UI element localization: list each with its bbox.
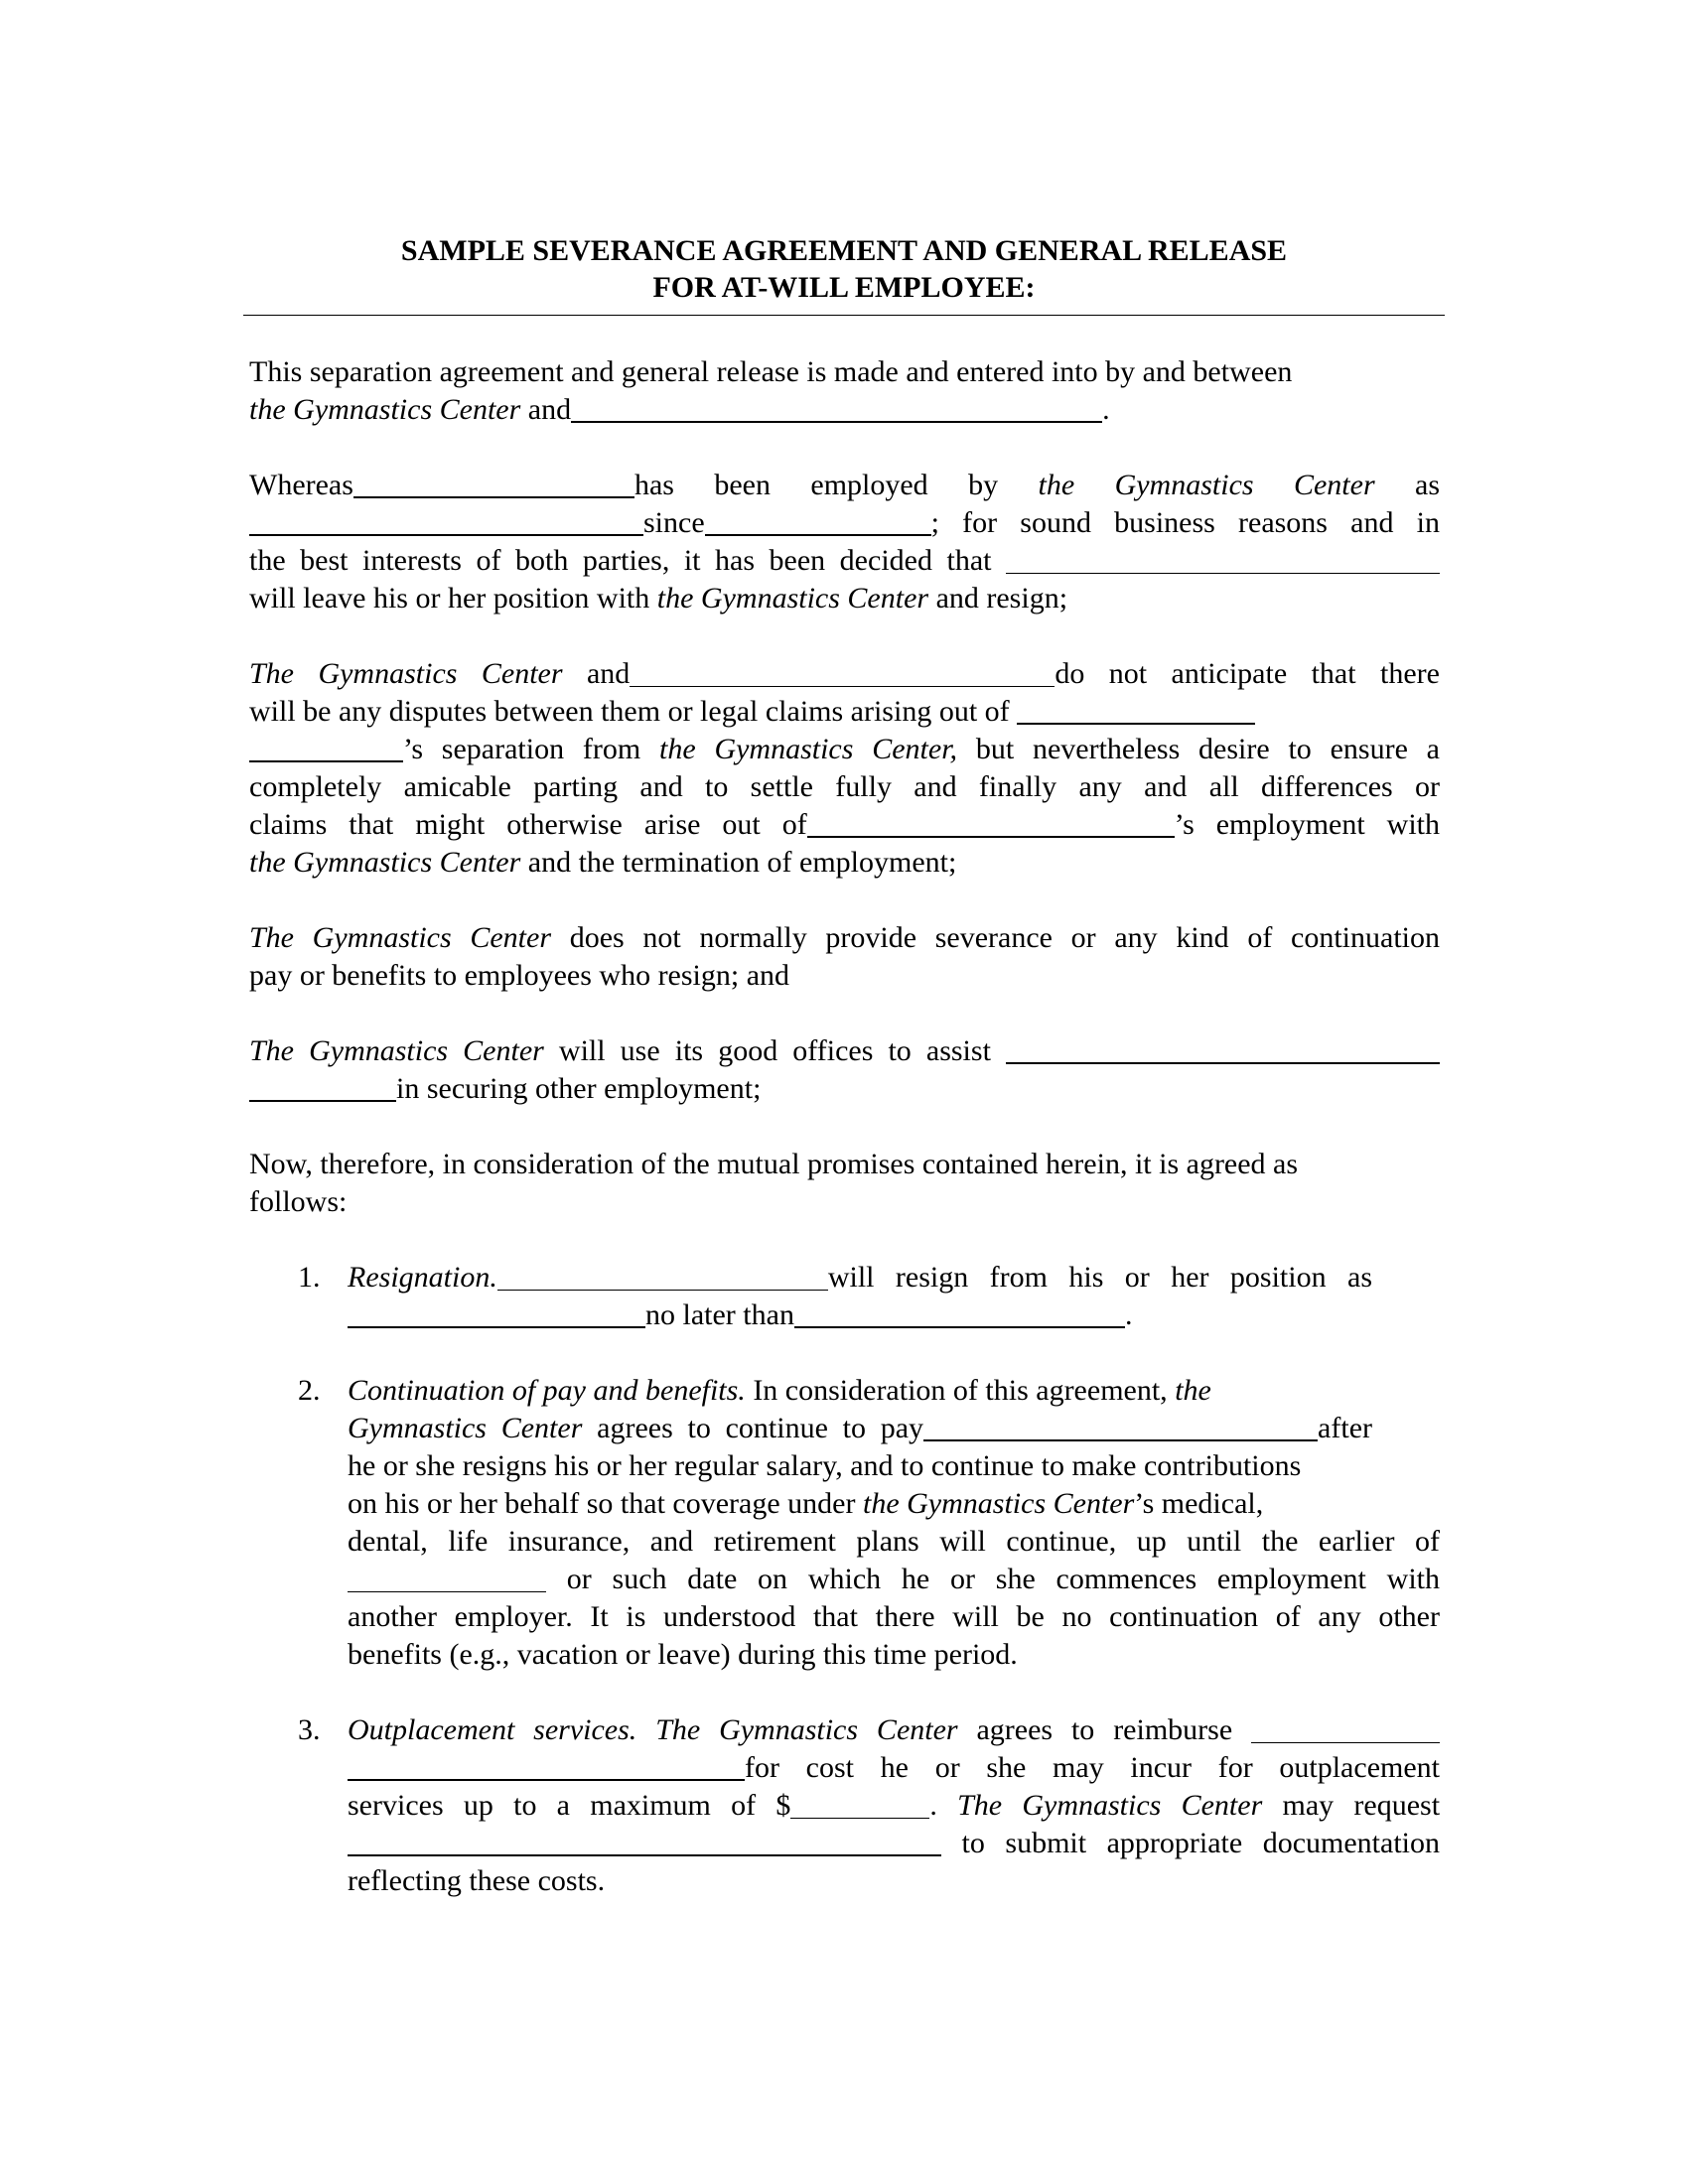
position-blank-2[interactable]: [348, 1297, 645, 1328]
employee-name-blank-5[interactable]: [807, 806, 1175, 838]
employee-name-blank-2[interactable]: [1006, 543, 1440, 574]
start-date-blank[interactable]: [705, 504, 931, 536]
intro-line-1: This separation agreement and general release is made and entered into by and between: [249, 355, 1293, 388]
term-outplacement: 3. Outplacement services. The Gymnastics Center agrees to reimburse for cost he or she may incur for outplacement services up to a maximum of $ . The Gymnastics Center may request to submit appropriate documentation reflecting these costs.: [298, 1713, 1441, 1897]
whereas-paragraph: Whereas has been employed by the Gymnastics Center as since ; for sound business reasons and in the best interests of both parties, it has been decided that will leave his or her position with the Gymnastics Center and resign;: [249, 469, 1441, 614]
max-amount-blank[interactable]: [790, 1788, 929, 1819]
party-name-blank[interactable]: [571, 391, 1102, 423]
term-continuation: 2. Continuation of pay and benefits. In consideration of this agreement, the Gymnastics Center agrees to continue to pay after he or she resigns his or her regular salary, and to continue to make contributions on his or her behalf so that coverage under the Gymnastics Center’s medical, dental, life insurance, and retirement plans will continue, up until the earlier of or such date on which he or she commences employment with another employer. It is understood that there will be no continuation of any other benefits (e.g., vacation or leave) during this time period.: [298, 1374, 1440, 1671]
employee-name-blank-9[interactable]: [348, 1825, 941, 1856]
employee-name-blank-6a[interactable]: [1006, 1032, 1440, 1064]
pay-duration-blank[interactable]: [923, 1410, 1318, 1441]
employee-name-blank-4a[interactable]: [1017, 693, 1255, 725]
term-resignation: 1. Resignation. will resign from his or her position as no later than .: [298, 1261, 1372, 1331]
document-title: [243, 232, 1445, 306]
assist-paragraph: The Gymnastics Center will use its good offices to assist in securing other employment;: [249, 1032, 1440, 1108]
intro-paragraph: This separation agreement and general release is made and entered into by and between the Gymnastics Center and .: [249, 353, 1440, 429]
term-heading: Resignation: [348, 1261, 491, 1294]
disputes-paragraph: The Gymnastics Center and do not anticipate that there will be any disputes between them or legal claims arising out of ’s separation from the Gymnastics Center, but nevertheless desire to ensure a completely amicable parting and to settle fully and finally any and all differences or claims that might otherwise arise out of ’s employment with the Gymnastics Center and the termination of employment;: [249, 657, 1440, 879]
employee-name-blank-3[interactable]: [630, 656, 1055, 687]
terms-list: [249, 1259, 1440, 1900]
resignation-date-blank[interactable]: [794, 1297, 1125, 1328]
employee-name-blank-8a[interactable]: [1251, 1712, 1440, 1743]
title-line-1: SAMPLE SEVERANCE AGREEMENT AND GENERAL RELEASE: [400, 234, 1288, 267]
term-heading: Outplacement services.: [348, 1713, 637, 1746]
employee-name-blank-8b[interactable]: [348, 1749, 745, 1781]
employee-name-blank-6b[interactable]: [249, 1070, 396, 1102]
severance-paragraph: The Gymnastics Center does not normally provide severance or any kind of continuation pay or benefits to employees who resign; and: [249, 921, 1440, 992]
title-divider: [243, 315, 1445, 316]
end-date-blank[interactable]: [348, 1562, 546, 1592]
employee-name-blank[interactable]: [353, 467, 634, 498]
document-body: [249, 353, 1440, 1938]
term-number: 1.: [298, 1261, 321, 1294]
term-heading: Continuation of pay and benefits.: [348, 1374, 746, 1407]
title-line-2: FOR AT-WILL EMPLOYEE:: [652, 271, 1036, 304]
consideration-paragraph: Now, therefore, in consideration of the mutual promises contained herein, it is agreed as follows:: [249, 1148, 1299, 1218]
org-name: the Gymnastics Center: [249, 393, 521, 426]
employee-name-blank-7[interactable]: [497, 1260, 828, 1291]
term-number: 2.: [298, 1374, 321, 1407]
term-number: 3.: [298, 1713, 321, 1746]
position-blank[interactable]: [249, 504, 643, 536]
employee-name-blank-4b[interactable]: [249, 731, 403, 762]
